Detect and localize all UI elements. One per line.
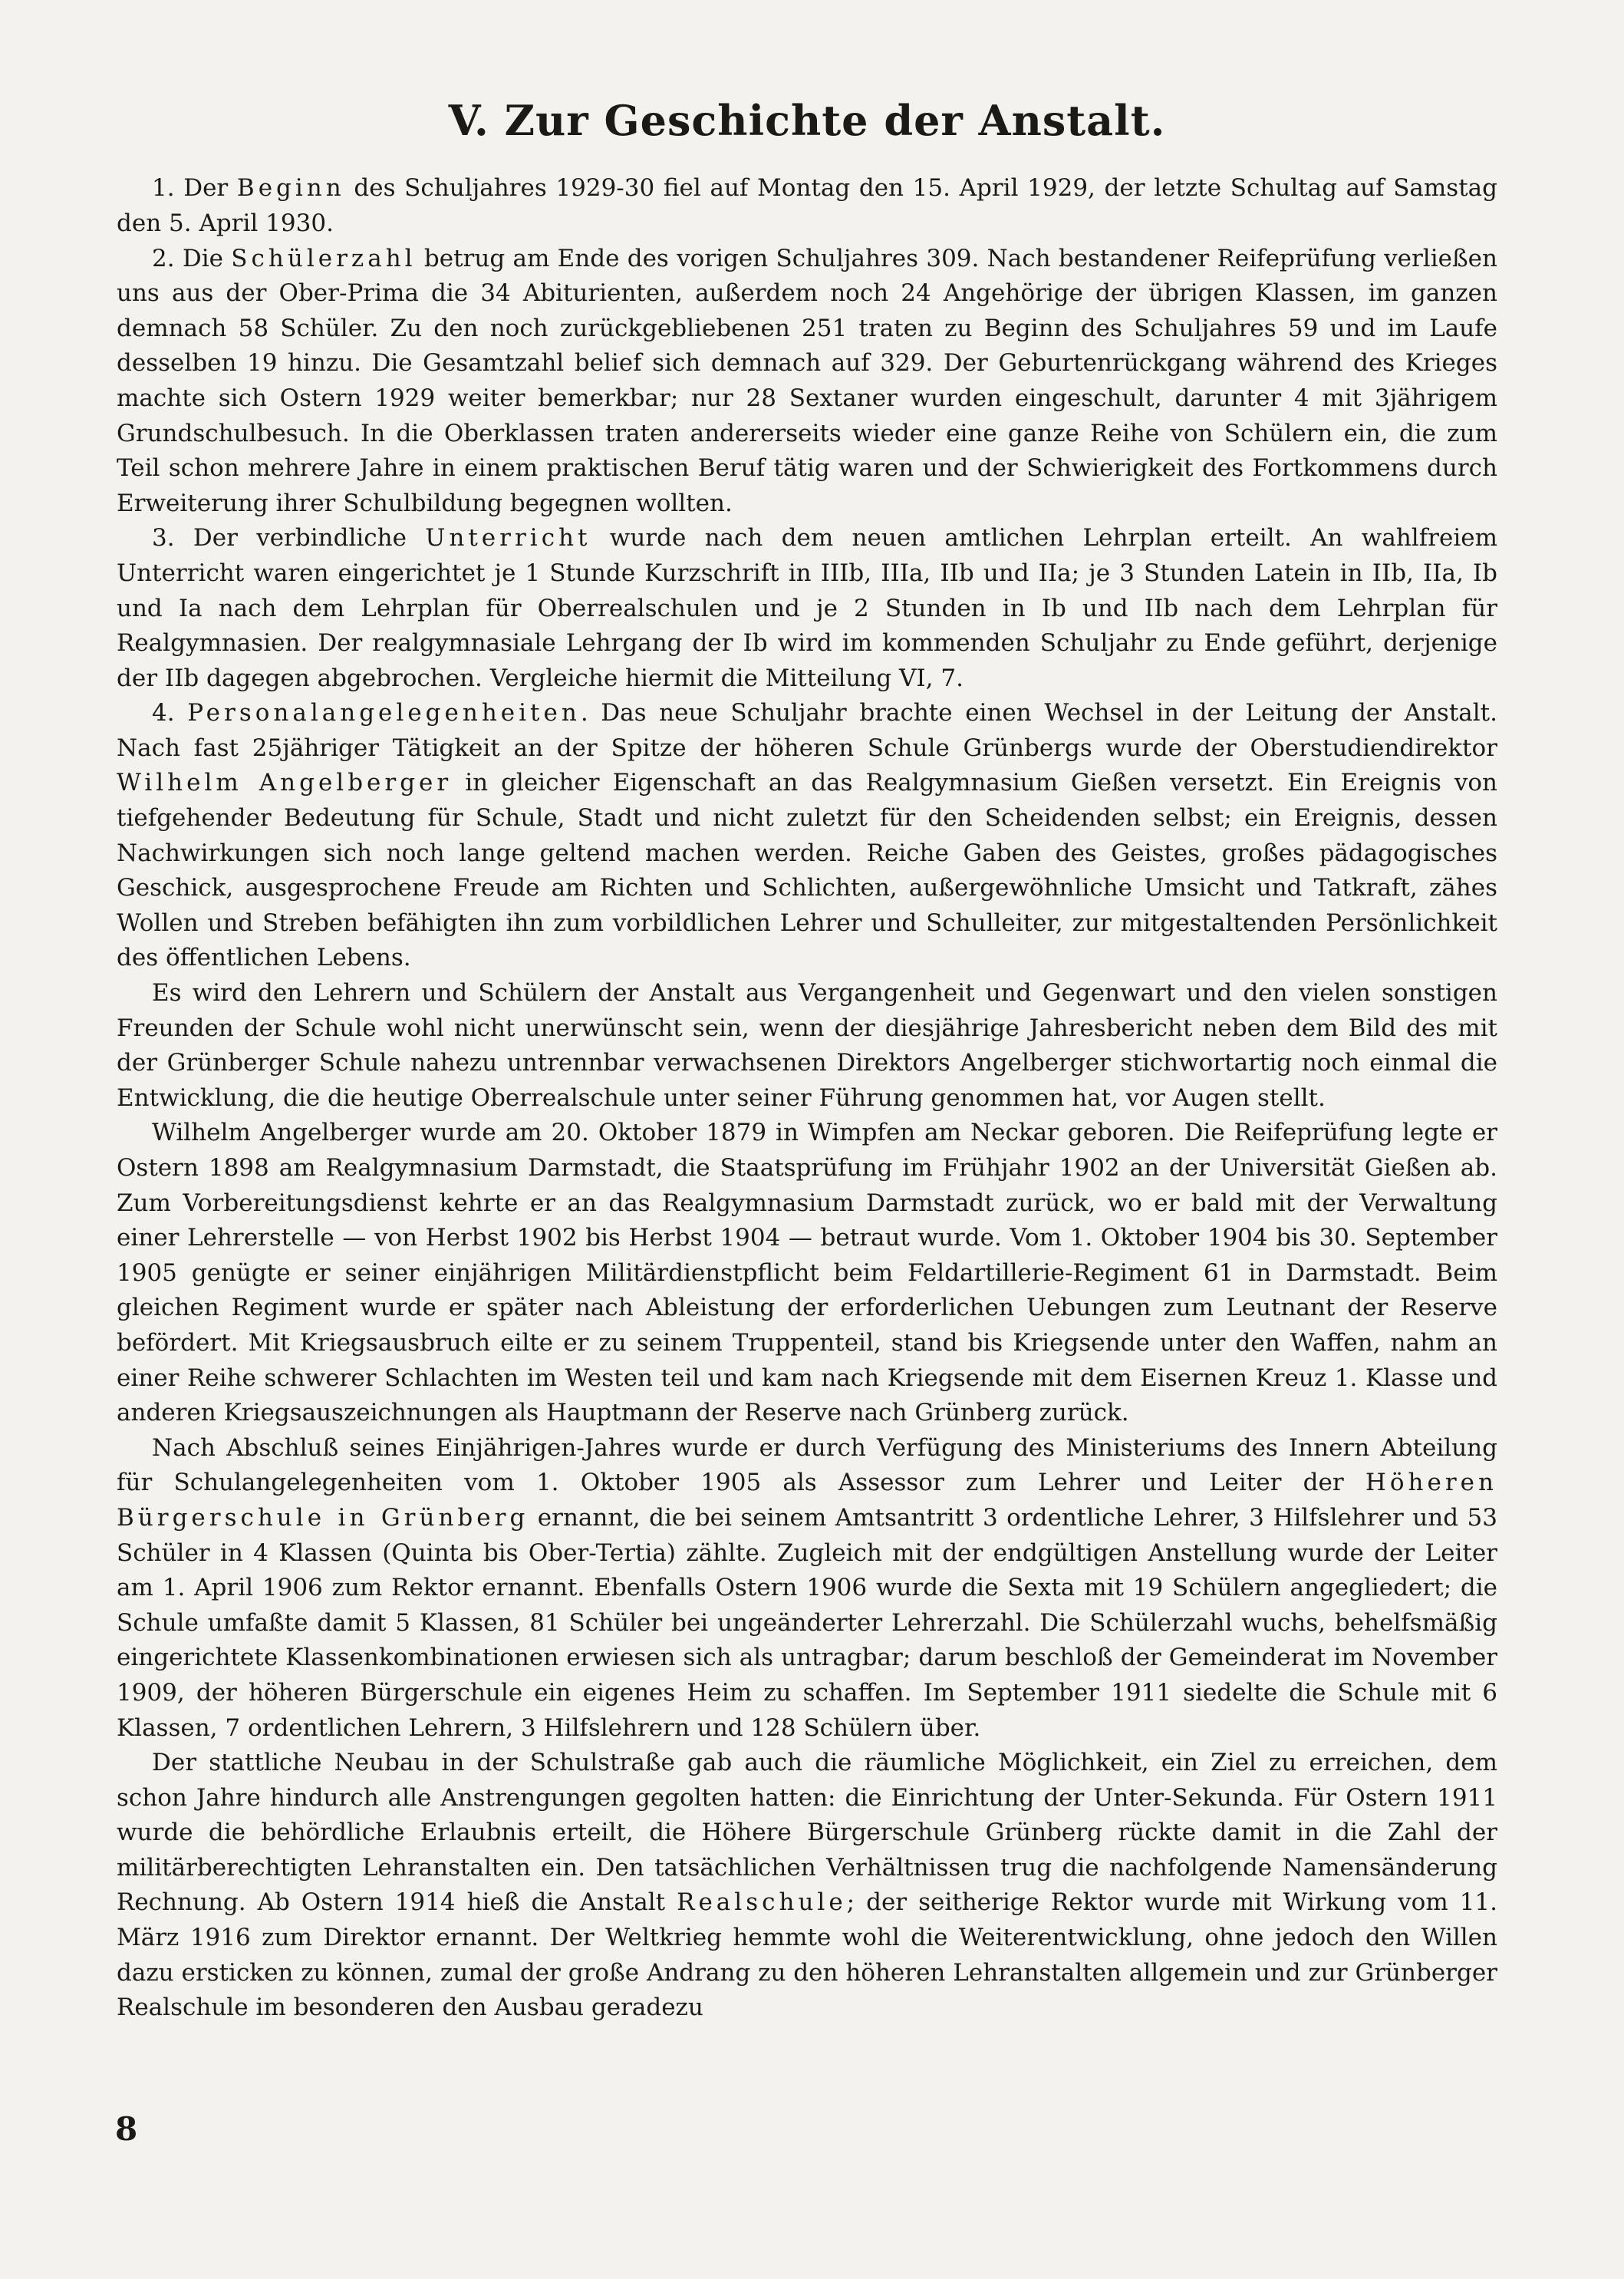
spaced-term: Höheren Bürgerschule in Grünberg [117, 1469, 1497, 1532]
paragraph-lead: 1. Der [152, 174, 237, 203]
paragraph-text: ; der seitherige Rektor wurde mit Wirkung vom 11. März 1916 zum Direktor ernannt. Der Weltkrieg hemmte wohl die Weiterentwicklung, ohne jedoch den Willen dazu ersticken zu können, zumal der große Andrang zu den höheren Lehranstalten allgemein und zur Grünberger Realschule im besonderen den Ausbau geradezu [117, 1888, 1497, 2022]
paragraph-schuelerzahl [117, 242, 1497, 522]
paragraph-neubau [117, 1746, 1497, 2026]
paragraph-text: ernannt, die bei seinem Amtsantritt 3 ordentliche Lehrer, 3 Hilfslehrer und 53 Schüler in 4 Klassen (Quinta bis Ober-Tertia) zählte. Zugleich mit der endgültigen Anstellung wurde der Leiter am 1. April 1906 zum Rektor ernannt. Ebenfalls Ostern 1906 wurde die Sexta mit 19 Schülern angegliedert; die Schule umfaßte damit 5 Klassen, 81 Schüler bei ungeänderter Lehrerzahl. Die Schülerzahl wuchs, behelfsmäßig eingerichtete Klassenkombinationen erwiesen sich als untragbar; darum beschloß der Gemeinderat im November 1909, der höheren Bürgerschule ein eigenes Heim zu schaffen. Im September 1911 siedelte die Schule mit 6 Klassen, 7 ordentlichen Lehrern, 3 Hilfslehrern und 128 Schülern über. [117, 1503, 1498, 1742]
paragraph-text: . Das neue Schuljahr brachte einen Wechsel in der Leitung der Anstalt. Nach fast 25jähriger Tätigkeit an der Spitze der höheren Schule Grünbergs wurde der Oberstudiendirektor [117, 699, 1497, 762]
paragraph-lead: Der stattliche Neubau in der Schulstraße gab auch die räumliche Möglichkeit, ein Ziel zu erreichen, dem schon Jahre hindurch alle Anstrengungen gegolten hatten: die Einrichtung der Unter-Sekunda. Für Ostern 1911 wurde die behördliche Erlaubnis erteilt, die Höhere Bürgerschule Grünberg rückte damit in die Zahl der militärberechtigten Lehranstalten ein. Den tatsächlichen Verhältnissen trug die nachfolgende Namensänderung Rechnung. Ab Ostern 1914 hieß die Anstalt [117, 1749, 1497, 1917]
paragraph-unterricht [117, 521, 1497, 696]
paragraph-lead: Nach Abschluß seines Einjährigen-Jahres wurde er durch Verfügung des Ministeriums des Innern Abteilung für Schulangelegenheiten vom 1. Oktober 1905 als Assessor zum Lehrer und Leiter der [117, 1433, 1497, 1497]
paragraph-lead: 4. [152, 699, 188, 727]
paragraph-buergerschule [117, 1431, 1497, 1746]
paragraph-lead: 2. Die [152, 244, 232, 272]
paragraph-biographie [117, 1116, 1497, 1430]
paragraph-schuljahr [117, 171, 1497, 241]
spaced-term: Schülerzahl [231, 244, 417, 272]
paragraph-personal [117, 696, 1497, 976]
paragraph-text: in gleicher Eigenschaft an das Realgymnasium Gießen versetzt. Ein Ereignis von tiefgehender Bedeutung für Schule, Stadt und nicht zuletzt für den Scheidenden selbst; ein Ereignis, dessen Nachwirkungen sich noch lange geltend machen werden. Reiche Gaben des Geistes, großes pädagogisches Geschick, ausgesprochene Freude am Richten und Schlichten, außergewöhnliche Umsicht und Tatkraft, zähes Wollen und Streben befähigten ihn zum vorbildlichen Lehrer und Schulleiter, zur mitgestaltenden Persönlichkeit des öffentlichen Lebens. [117, 769, 1497, 972]
page-title: V. Zur Geschichte der Anstalt. [448, 96, 1166, 145]
paragraph-text: Es wird den Lehrern und Schülern der Anstalt aus Vergangenheit und Gegenwart und den vielen sonstigen Freunden der Schule wohl nicht unerwünscht sein, wenn der diesjährige Jahresbericht neben dem Bild des mit der Grünberger Schule nahezu untrennbar verwachsenen Direktors Angelberger stichwortartig noch einmal die Entwicklung, die die heutige Oberrealschule unter seiner Führung genommen hat, vor Augen stellt. [117, 979, 1497, 1112]
paragraph-jahresbericht [117, 976, 1497, 1116]
paragraph-lead: 3. Der verbindliche [152, 524, 426, 552]
spaced-name: Wilhelm Angelberger [117, 769, 453, 797]
page-number: 8 [115, 2110, 138, 2148]
paragraph-text: des Schuljahres 1929-30 fiel auf Montag den 15. April 1929, der letzte Schultag auf Samstag den 5. April 1930. [117, 174, 1497, 237]
spaced-term: Realschule [677, 1888, 847, 1917]
paragraph-text: wurde nach dem neuen amtlichen Lehrplan erteilt. An wahlfreiem Unterricht waren eingerichtet je 1 Stunde Kurzschrift in IIIb, IIIa, IIb und IIa; je 3 Stunden Latein in IIb, IIa, Ib und Ia nach dem Lehrplan für Oberrealschulen und je 2 Stunden in Ib und IIb nach dem Lehrplan für Realgymnasien. Der realgymnasiale Lehrgang der Ib wird im kommenden Schuljahr zu Ende geführt, derjenige der IIb dagegen abgebrochen. Vergleiche hiermit die Mitteilung VI, 7. [117, 524, 1497, 692]
spaced-term: Personalangelegenheiten [187, 699, 581, 727]
spaced-term: Unterricht [425, 524, 591, 552]
paragraph-text: betrug am Ende des vorigen Schuljahres 309. Nach bestandener Reifeprüfung verließen uns aus der Ober-Prima die 34 Abiturienten, außerdem noch 24 Angehörige der übrigen Klassen, im ganzen demnach 58 Schüler. Zu den noch zurückgebliebenen 251 traten zu Beginn des Schuljahres 59 und im Laufe desselben 19 hinzu. Die Gesamtzahl belief sich demnach auf 329. Der Geburtenrückgang während des Krieges machte sich Ostern 1929 weiter bemerkbar; nur 28 Sextaner wurden eingeschult, darunter 4 mit 3jährigem Grundschulbesuch. In die Oberklassen traten andererseits wieder eine ganze Reihe von Schülern ein, die zum Teil schon mehrere Jahre in einem praktischen Beruf tätig waren und der Schwierigkeit des Fortkommens durch Erweiterung ihrer Schulbildung begegnen wollten. [117, 244, 1497, 517]
paragraph-text: Wilhelm Angelberger wurde am 20. Oktober 1879 in Wimpfen am Neckar geboren. Die Reifeprüfung legte er Ostern 1898 am Realgymnasium Darmstadt, die Staatsprüfung im Frühjahr 1902 an der Universität Gießen ab. Zum Vorbereitungsdienst kehrte er an das Realgymnasium Darmstadt zurück, wo er bald mit der Verwaltung einer Lehrerstelle — von Herbst 1902 bis Herbst 1904 — betraut wurde. Vom 1. Oktober 1904 bis 30. September 1905 genügte er seiner einjährigen Militärdienstpflicht beim Feldartillerie-Regiment 61 in Darmstadt. Beim gleichen Regiment wurde er später nach Ableistung der erforderlichen Uebungen zum Leutnant der Reserve befördert. Mit Kriegsausbruch eilte er zu seinem Truppenteil, stand bis Kriegsende unter den Waffen, nahm an einer Reihe schwerer Schlachten im Westen teil und kam nach Kriegsende mit dem Eisernen Kreuz 1. Klasse und anderen Kriegsauszeichnungen als Hauptmann der Reserve nach Grünberg zurück. [117, 1119, 1497, 1427]
spaced-term: Beginn [236, 174, 345, 203]
document-page [117, 98, 1497, 2239]
